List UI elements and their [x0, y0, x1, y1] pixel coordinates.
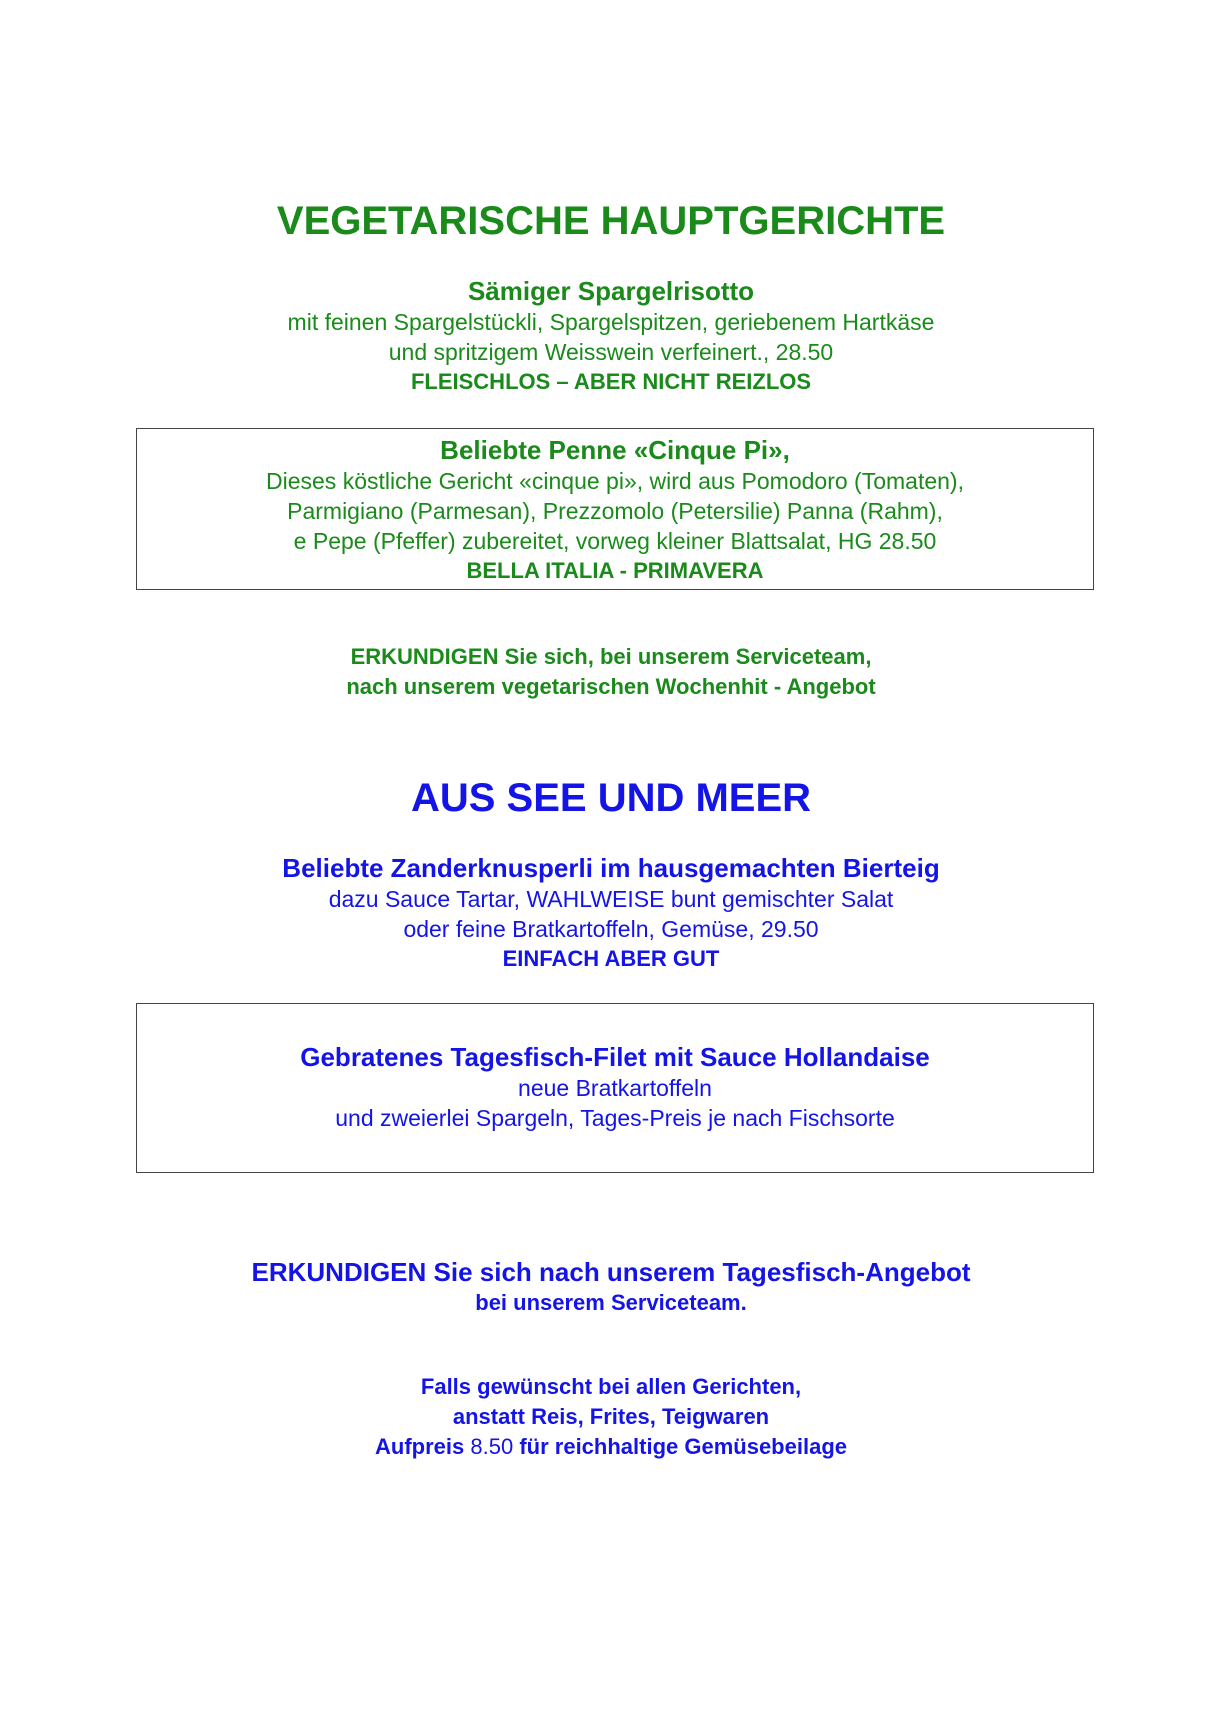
- dish-description: neue Bratkartoffeln: [518, 1075, 712, 1101]
- veg-weekly-note: [0, 642, 1222, 702]
- dish-description: Parmigiano (Parmesan), Prezzomolo (Petersilie) Panna (Rahm),: [287, 498, 943, 524]
- veg-dish-penne-box: [136, 428, 1094, 590]
- side-dish-note: [0, 1372, 1222, 1462]
- dish-name: Gebratenes Tagesfisch-Filet mit Sauce Hollandaise: [300, 1042, 930, 1072]
- surcharge-price: 8.50: [470, 1434, 514, 1459]
- note-line: ERKUNDIGEN Sie sich nach unserem Tagesfisch-Angebot: [251, 1257, 971, 1287]
- dish-name: Beliebte Zanderknusperli im hausgemachten Bierteig: [282, 853, 940, 883]
- veg-dish-risotto: [0, 276, 1222, 397]
- fish-dish-zander: [0, 853, 1222, 974]
- note-line: Falls gewünscht bei allen Gerichten,: [420, 1374, 802, 1399]
- dish-slogan: BELLA ITALIA - PRIMAVERA: [466, 558, 764, 583]
- dish-name: Beliebte Penne «Cinque Pi»,: [440, 435, 790, 465]
- dish-slogan: FLEISCHLOS – ABER NICHT REIZLOS: [410, 369, 812, 394]
- dish-name: Sämiger Spargelrisotto: [467, 276, 755, 306]
- dish-description: und zweierlei Spargeln, Tages-Preis je nach Fischsorte: [335, 1105, 895, 1131]
- dish-description: oder feine Bratkartoffeln, Gemüse, 29.50: [403, 916, 819, 942]
- fish-section-title: AUS SEE UND MEER: [410, 776, 812, 820]
- note-line: bei unserem Serviceteam.: [475, 1290, 747, 1315]
- surcharge-line: [0, 1432, 1222, 1462]
- note-line: ERKUNDIGEN Sie sich, bei unserem Serviceteam,: [350, 644, 872, 669]
- fish-daily-note: [0, 1256, 1222, 1318]
- dish-description: Dieses köstliche Gericht «cinque pi», wird aus Pomodoro (Tomaten),: [266, 468, 964, 494]
- dish-slogan: EINFACH ABER GUT: [502, 946, 720, 971]
- dish-description: mit feinen Spargelstückli, Spargelspitzen, geriebenem Hartkäse: [287, 309, 935, 335]
- veg-section-title: VEGETARISCHE HAUPTGERICHTE: [276, 199, 946, 243]
- dish-description: dazu Sauce Tartar, WAHLWEISE bunt gemischter Salat: [328, 886, 894, 912]
- surcharge-label: Aufpreis: [375, 1434, 465, 1459]
- dish-description: e Pepe (Pfeffer) zubereitet, vorweg kleiner Blattsalat, HG 28.50: [293, 528, 937, 554]
- surcharge-text: für reichhaltige Gemüsebeilage: [519, 1434, 847, 1459]
- note-line: anstatt Reis, Frites, Teigwaren: [452, 1404, 770, 1429]
- fish-dish-tagesfisch-box: [136, 1003, 1094, 1173]
- dish-description: und spritzigem Weisswein verfeinert., 28.50: [388, 339, 834, 365]
- note-line: nach unserem vegetarischen Wochenhit - Angebot: [346, 674, 876, 699]
